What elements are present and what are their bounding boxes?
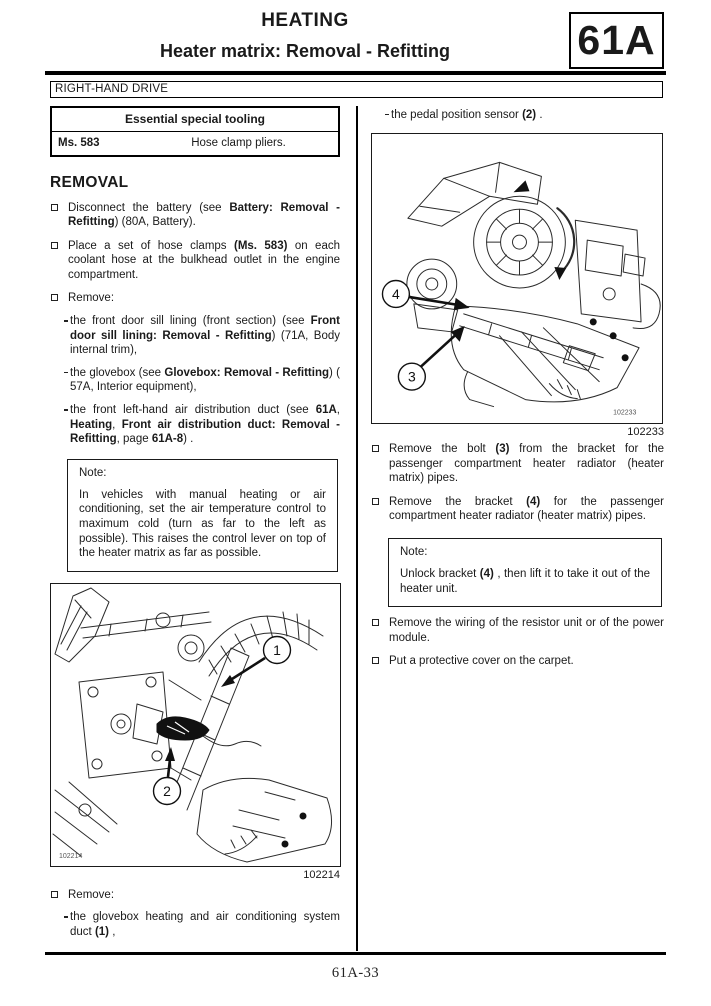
header-rule bbox=[45, 71, 666, 75]
step-text: Remove the bolt (3) from the bracket for the passenger compartment heater radiator (heater matrix) pipes. bbox=[389, 443, 664, 485]
step-item bbox=[371, 442, 664, 486]
step-text: Remove the bracket (4) for the passenger compartment heater radiator (heater matrix) pipes. bbox=[389, 495, 664, 523]
sub-step-text: the front left-hand air distribution duct (see 61A, Heating, Front air distribution duct: Removal - Refitting, page 61A-8) . bbox=[70, 404, 341, 446]
figure-illustration bbox=[372, 134, 661, 422]
step-text: Put a protective cover on the carpet. bbox=[389, 655, 574, 668]
figure-heater-unit bbox=[371, 133, 663, 424]
sub-step-text: the pedal position sensor (2) . bbox=[391, 108, 543, 121]
sub-step bbox=[50, 314, 340, 358]
tooling-table bbox=[50, 106, 340, 157]
tool-ref: Ms. 583 bbox=[58, 136, 100, 149]
step-item bbox=[50, 888, 340, 903]
footer-rule bbox=[45, 952, 666, 955]
figure-illustration bbox=[51, 584, 339, 865]
checkbox-bullet-icon bbox=[372, 445, 379, 452]
figure-pedal-area bbox=[50, 583, 341, 867]
dash-marker-icon bbox=[64, 372, 68, 374]
checkbox-bullet-icon bbox=[51, 294, 58, 301]
dash-marker-icon bbox=[64, 409, 68, 411]
column-divider bbox=[356, 106, 358, 951]
sub-step bbox=[50, 403, 340, 447]
step-text: Remove: bbox=[68, 888, 115, 901]
note-label: Note: bbox=[79, 466, 107, 479]
page-title: HEATING bbox=[261, 10, 349, 31]
callout-number-3: 3 bbox=[407, 368, 416, 385]
sub-step-text: the front door sill lining (front section) (see Front door sill lining: Removal - Refitting) (71A, Body internal trim), bbox=[70, 315, 341, 357]
tool-desc: Hose clamp pliers. bbox=[191, 136, 286, 149]
note-body: In vehicles with manual heating or air conditioning, set the air temperature control to maximum cold (turn as far to the left as possible). This raises the control lever on top of the heater matrix as far as possible. bbox=[79, 488, 326, 560]
step-text: Remove the wiring of the resistor unit or of the power module. bbox=[389, 617, 664, 644]
step-item bbox=[371, 495, 664, 524]
note-box bbox=[67, 459, 338, 572]
page-header bbox=[0, 0, 711, 62]
sub-step bbox=[371, 108, 664, 123]
sub-step-text: the glovebox (see Glovebox: Removal - Refitting) ( 57A, Interior equipment), bbox=[70, 366, 341, 394]
left-column bbox=[50, 106, 340, 951]
step-item bbox=[50, 291, 340, 306]
callout-number-2: 2 bbox=[163, 782, 171, 799]
callout-number-4: 4 bbox=[392, 286, 400, 303]
sub-step bbox=[50, 910, 340, 939]
checkbox-bullet-icon bbox=[51, 242, 58, 249]
checkbox-bullet-icon bbox=[372, 657, 379, 664]
step-text: Place a set of hose clamps (Ms. 583) on each coolant hose at the bulkhead outlet in the engine compartment. bbox=[68, 239, 340, 281]
checkbox-bullet-icon bbox=[372, 619, 379, 626]
figure-inner-id: 102214 bbox=[59, 852, 83, 860]
content-columns bbox=[50, 106, 711, 951]
callout-number-1: 1 bbox=[273, 641, 281, 658]
dash-marker-icon bbox=[64, 916, 68, 918]
right-column bbox=[371, 106, 664, 951]
step-text: Disconnect the battery (see Battery: Removal - Refitting) (80A, Battery). bbox=[68, 201, 340, 229]
dash-marker-icon bbox=[64, 320, 68, 322]
note-box bbox=[388, 538, 662, 607]
header-titles bbox=[45, 10, 565, 62]
step-item bbox=[371, 616, 664, 645]
dash-marker-icon bbox=[385, 114, 389, 116]
step-text: Remove: bbox=[68, 292, 115, 305]
checkbox-bullet-icon bbox=[51, 204, 58, 211]
figure-caption: 102214 bbox=[303, 868, 340, 881]
page-subtitle: Heater matrix: Removal - Refitting bbox=[159, 41, 451, 61]
figure-inner-id: 102233 bbox=[613, 409, 637, 417]
figure-caption: 102233 bbox=[627, 426, 664, 439]
tooling-table-title: Essential special tooling bbox=[51, 107, 339, 132]
section-code-box: 61A bbox=[569, 12, 664, 69]
step-item bbox=[50, 239, 340, 283]
note-label: Note: bbox=[400, 546, 428, 559]
sub-step-text: the glovebox heating and air conditioning system duct (1) , bbox=[70, 911, 340, 938]
drive-banner: RIGHT-HAND DRIVE bbox=[50, 81, 663, 98]
checkbox-bullet-icon bbox=[372, 498, 379, 505]
checkbox-bullet-icon bbox=[51, 891, 58, 898]
note-body: Unlock bracket (4) , then lift it to take it out of the heater unit. bbox=[400, 568, 650, 595]
sub-step bbox=[50, 366, 340, 395]
step-item bbox=[50, 201, 340, 230]
removal-heading: REMOVAL bbox=[50, 173, 129, 191]
step-item bbox=[371, 654, 664, 669]
page-number: 61A-33 bbox=[331, 965, 380, 981]
